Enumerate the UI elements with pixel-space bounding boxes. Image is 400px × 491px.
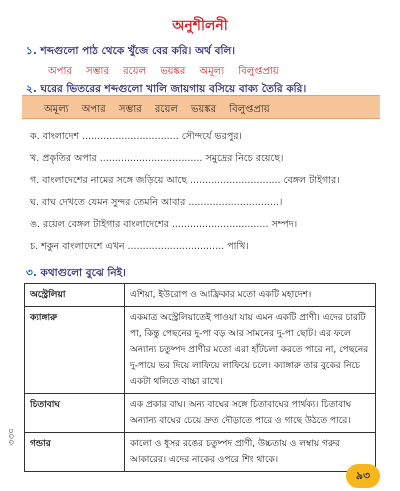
word-item: অপার (48, 66, 72, 77)
page-number-badge: ৯৩ (346, 464, 380, 488)
question-2-text: ঘরের ভিতরের শব্দগুলো খালি জায়গায় বসিয়ে বাক্য তৈরি করি। (40, 83, 307, 95)
side-page-number: ৩৩০ (7, 428, 17, 446)
question-1-word-list (48, 64, 290, 81)
fill-blank-ga: গ. বাংলাদেশের নামের সঙ্গে জড়িয়ে আছে .............................. বেঙ্গল টাইগার। (30, 175, 340, 186)
word-item: ভয়ঙ্কর (160, 66, 186, 77)
fill-blank-uma: ঙ. রয়েল বেঙ্গল টাইগার বাংলাদেশের ................................ সম্পদ। (30, 219, 298, 230)
table-definition: কালো ও ধূসর রঙের চতুষ্পদ প্রাণী, উচ্চতায় ও লম্বায় গরুর আকারের। এদের নাকের ওপরে শিং থাকে। (125, 433, 376, 472)
word-box (22, 95, 380, 119)
question-1 (26, 44, 235, 61)
fill-blank-cha: চ. শকুন বাংলাদেশে এখন ................................ পাখি। (30, 241, 249, 252)
word-box-item: অপার (81, 104, 106, 115)
table-term: ক্যাঙ্গারু (25, 307, 125, 394)
question-3-text: কথাগুলো বুঝে নিই। (40, 267, 126, 279)
word-item: রয়েল (123, 66, 147, 77)
table-definition: এশিয়া, ইউরোপ ও আফ্রিকার মতো একটি মহাদেশ। (125, 284, 376, 307)
word-box-item: অমূল্য (44, 104, 69, 115)
fill-blank-gha: ঘ. বাঘ দেখতে যেমন সুন্দর তেমনি আবার ..............................। (30, 197, 283, 208)
question-3 (26, 266, 126, 283)
table-term: গন্ডার (25, 433, 125, 472)
word-item: সম্ভার (86, 66, 109, 77)
table-definition: একমাত্র অস্ট্রেলিয়াতেই পাওয়া যায় এমন একটি প্রাণী। এদের চারটি পা, কিন্তু পেছনের দু-পা বড় আর সামনের দু-পা ছোট। এর ফলে অন্যান্য চতুষ্পদ প্রাণীর মতো এরা হাঁটচলা করতে পারে না, পেছনের দু-পায়ে ভর দিয়ে লাফিয়ে লাফিয়ে চলে। ক্যাঙ্গারু তার বুকের নিচে একটা থলিতে বাচ্চা রাখে। (125, 307, 376, 394)
table-row (25, 433, 376, 472)
question-1-number: ১. (26, 45, 37, 57)
fill-blank-kha: খ. প্রকৃতির অপার .................................. সমুদ্রের নিচে রয়েছে। (30, 153, 284, 164)
word-box-item: ভয়ঙ্কর (190, 104, 217, 115)
glossary-table (24, 283, 376, 472)
question-1-text: শব্দগুলো পাঠ থেকে খুঁজে বের করি। অর্থ বলি। (40, 45, 236, 57)
table-row (25, 284, 376, 307)
word-item: অমূল্য (199, 66, 225, 77)
table-row (25, 307, 376, 394)
word-box-item: সম্ভার (118, 104, 142, 115)
word-item: বিলুপ্তপ্রায় (238, 66, 279, 77)
table-row (25, 394, 376, 433)
table-term: অস্ট্রেলিয়া (25, 284, 125, 307)
fill-blank-ka: ক. বাংলাদেশ ................................ সৌন্দর্যে ভরপুর। (30, 131, 242, 142)
page-title: অনুশীলনী (172, 18, 228, 34)
table-term: চিতাবাঘ (25, 394, 125, 433)
word-box-item: বিলুপ্তপ্রায় (229, 104, 270, 115)
table-definition: এক প্রকার বাঘ। অন্য বাঘের সঙ্গে চিতাবাঘের পার্থক্য। চিতাবাঘ অন্যান্য বাঘের চেয়ে দ্রুত দৌড়াতে পারে ও গাছে উঠতে পারে। (125, 394, 376, 433)
question-2-number: ২. (26, 83, 37, 95)
word-box-item: রয়েল (154, 104, 178, 115)
question-3-number: ৩. (26, 267, 37, 279)
